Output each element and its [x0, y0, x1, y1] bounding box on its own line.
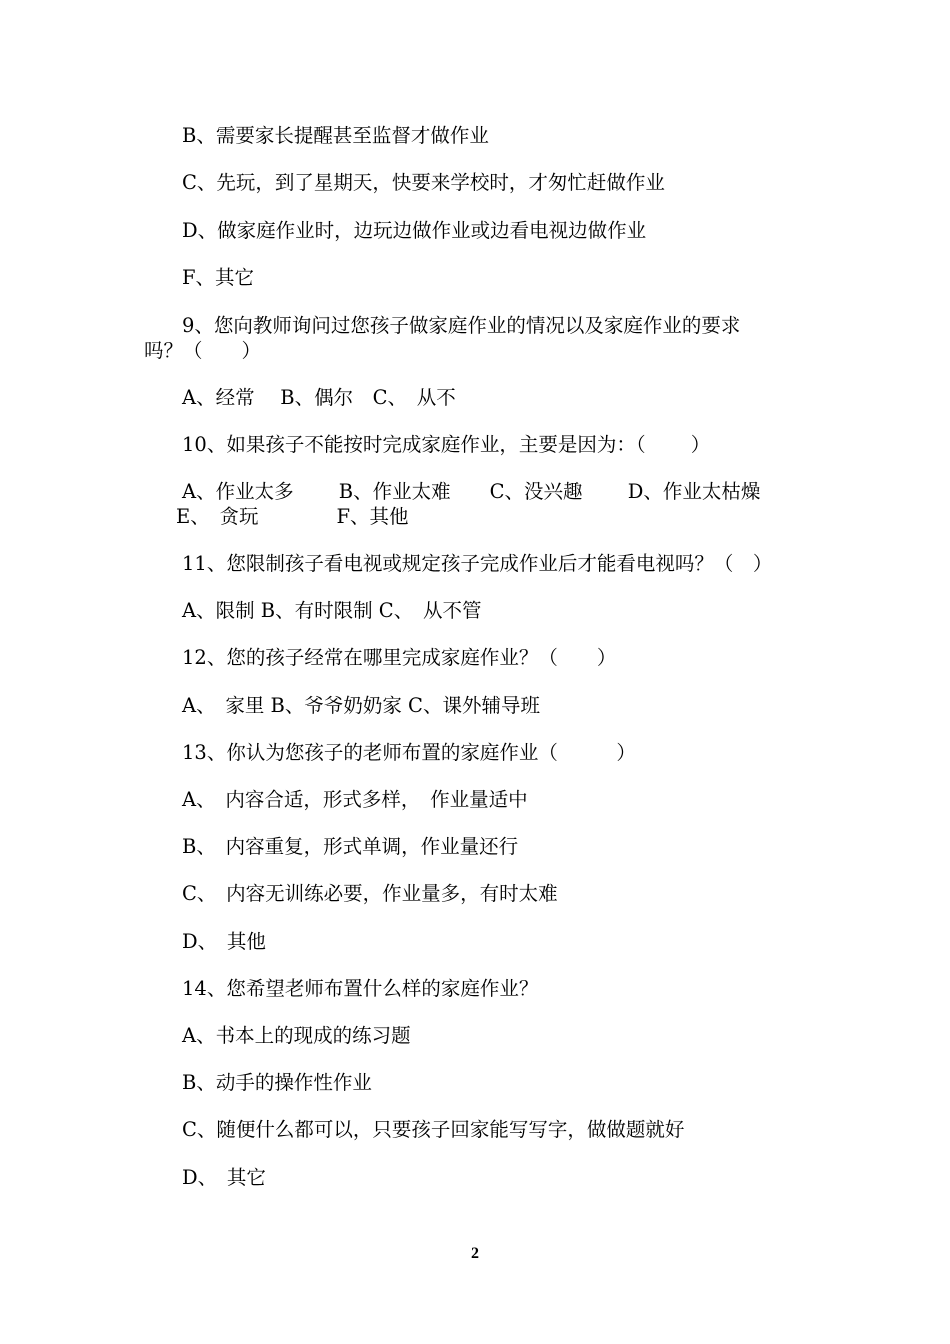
q8-option-f: F、其它	[182, 266, 255, 289]
q11-options: A、限制 B、有时限制 C、 从不管	[182, 599, 482, 622]
q14-option-b: B、动手的操作性作业	[182, 1071, 372, 1094]
q14-option-d: D、 其它	[182, 1166, 266, 1189]
q10-options-row1: A、作业太多 B、作业太难 C、没兴趣 D、作业太枯燥	[182, 480, 761, 503]
q14-option-c: C、随便什么都可以，只要孩子回家能写写字，做做题就好	[182, 1118, 685, 1141]
q10-question: 10、如果孩子不能按时完成家庭作业，主要是因为：（ ）	[182, 433, 711, 456]
q13-option-b: B、 内容重复，形式单调，作业量还行	[182, 835, 519, 858]
q12-question: 12、您的孩子经常在哪里完成家庭作业？（ ）	[182, 646, 617, 669]
q13-option-a: A、 内容合适，形式多样， 作业量适中	[182, 788, 528, 811]
q11-question: 11、您限制孩子看电视或规定孩子完成作业后才能看电视吗？（ ）	[182, 552, 773, 575]
q14-option-a: A、书本上的现成的练习题	[182, 1024, 411, 1047]
q9-question-cont: 吗？（ ）	[144, 339, 262, 362]
q8-option-d: D、做家庭作业时，边玩边做作业或边看电视边做作业	[182, 219, 647, 242]
q9-options: A、经常 B、偶尔 C、 从不	[182, 386, 456, 409]
q13-option-c: C、 内容无训练必要，作业量多，有时太难	[182, 882, 558, 905]
q8-option-c: C、先玩，到了星期天，快要来学校时，才匆忙赶做作业	[182, 171, 665, 194]
q10-options-row2: E、 贪玩 F、其他	[176, 505, 409, 528]
page-number: 2	[471, 1245, 479, 1262]
q12-options: A、 家里 B、爷爷奶奶家 C、课外辅导班	[182, 694, 540, 717]
q14-question: 14、您希望老师布置什么样的家庭作业？	[182, 977, 539, 1000]
q8-option-b: B、需要家长提醒甚至监督才做作业	[182, 124, 489, 147]
q9-question: 9、您向教师询问过您孩子做家庭作业的情况以及家庭作业的要求	[182, 314, 741, 337]
q13-option-d: D、 其他	[182, 930, 266, 953]
q13-question: 13、你认为您孩子的老师布置的家庭作业（ ）	[182, 741, 636, 764]
